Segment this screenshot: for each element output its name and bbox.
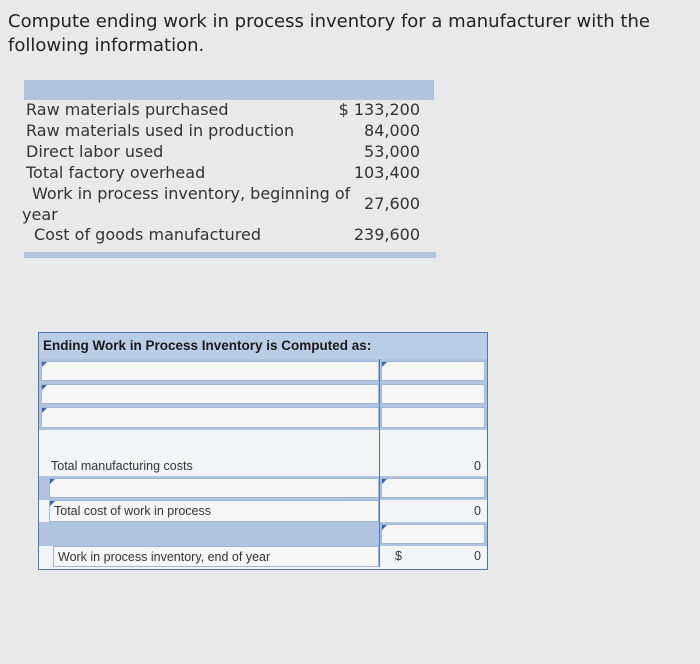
info-table-footer — [24, 252, 436, 258]
given-info-table — [22, 80, 434, 244]
total-manufacturing-costs-value: 0 — [474, 459, 481, 473]
total-cost-wip-cell — [49, 500, 379, 522]
info-value: 53,000 — [364, 142, 420, 161]
blank-label-input-4[interactable] — [49, 478, 379, 498]
currency-symbol: $ — [395, 549, 402, 563]
blank-label-input-2[interactable] — [41, 384, 379, 404]
info-label-cont: year — [22, 205, 58, 224]
total-cost-wip-label: Total cost of work in process — [54, 504, 212, 518]
info-value: 239,600 — [353, 225, 420, 244]
answer-table-title: Ending Work in Process Inventory is Computed as: — [43, 338, 372, 353]
total-manufacturing-costs-label: Total manufacturing costs — [51, 459, 193, 473]
blank-value-input-5[interactable] — [381, 524, 485, 544]
info-label: Cost of goods manufactured — [34, 225, 262, 244]
blank-value-input-1[interactable] — [381, 361, 485, 381]
info-value: 103,400 — [353, 163, 420, 182]
question-text: Compute ending work in process inventory for a manufacturer with the following information. — [8, 11, 650, 56]
blank-value-input-3[interactable] — [381, 407, 485, 428]
info-label: Raw materials purchased — [26, 100, 229, 119]
blank-value-input-4[interactable] — [381, 478, 485, 498]
column-divider — [379, 359, 380, 567]
answer-table — [38, 332, 488, 570]
info-value: 84,000 — [364, 121, 420, 140]
wip-end-cell — [53, 546, 379, 567]
info-table-header — [24, 80, 434, 100]
blank-value-input-2[interactable] — [381, 384, 485, 404]
wip-end-value: 0 — [474, 549, 481, 563]
info-label: Total factory overhead — [26, 163, 206, 182]
info-value: $ 133,200 — [338, 100, 420, 119]
blank-label-input-3[interactable] — [41, 407, 379, 428]
blank-label-input-1[interactable] — [41, 361, 379, 381]
wip-end-label: Work in process inventory, end of year — [58, 550, 271, 564]
info-label: Work in process inventory, beginning of — [32, 184, 351, 203]
info-label: Raw materials used in production — [26, 121, 295, 140]
total-cost-wip-value: 0 — [474, 504, 481, 518]
answer-table-header — [39, 333, 487, 360]
info-label: Direct labor used — [26, 142, 164, 161]
info-value: 27,600 — [364, 194, 420, 213]
